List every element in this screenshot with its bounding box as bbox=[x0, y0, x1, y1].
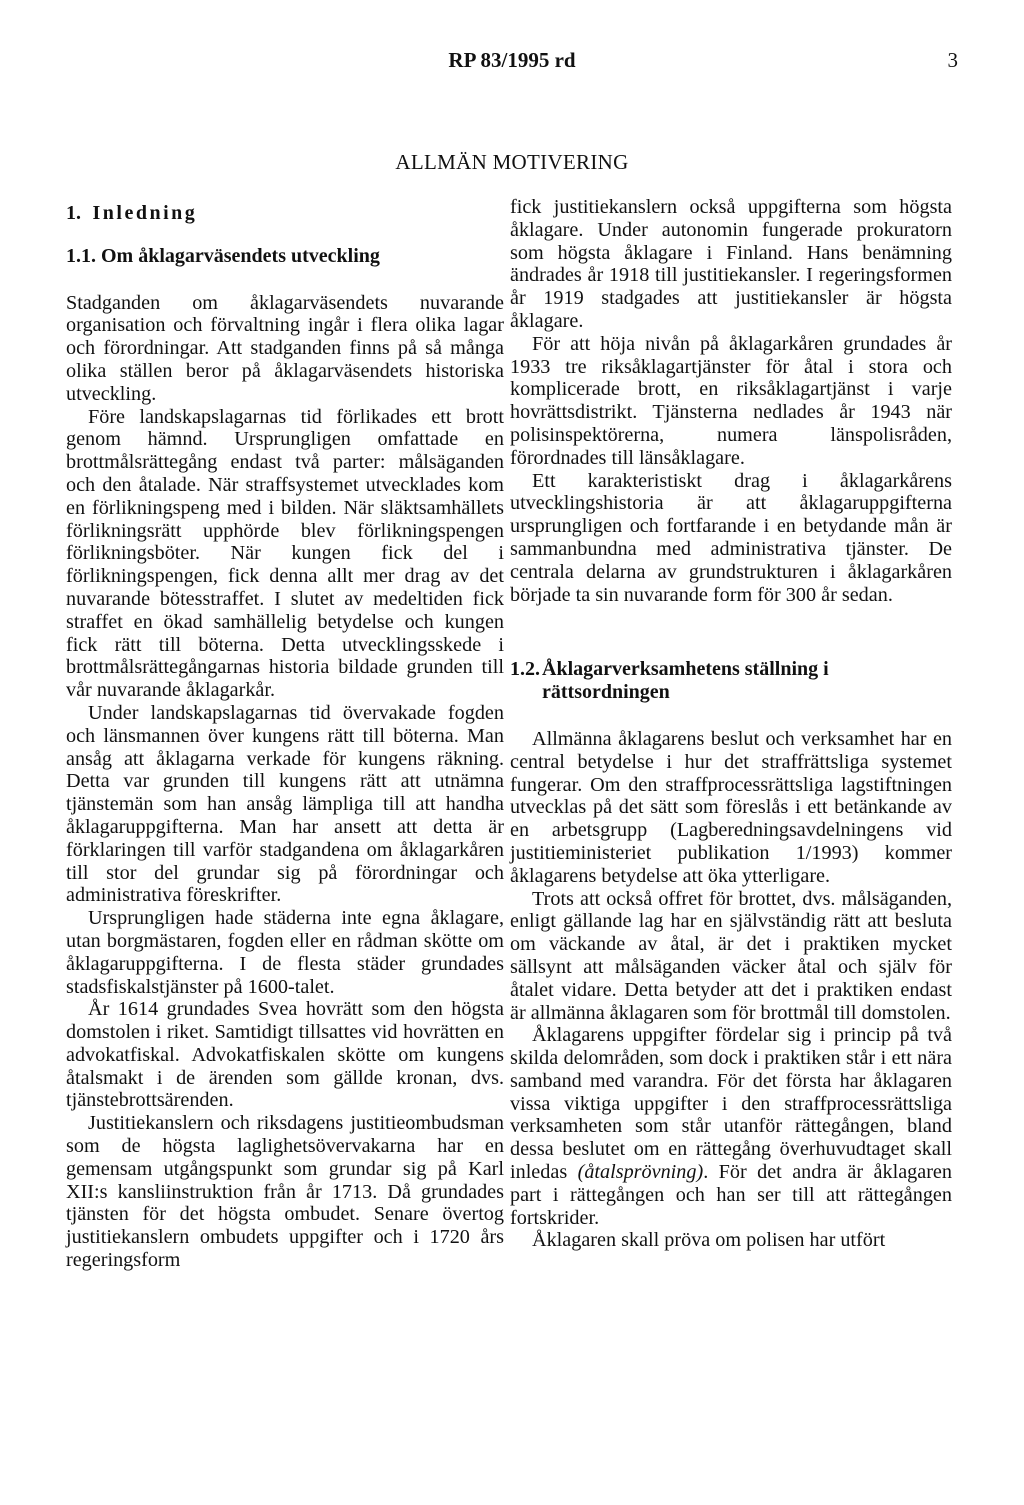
paragraph: fick justitiekanslern också uppgifterna som högsta åklagare. Under autonomin fungerade prokuratorn som högsta åklagare i Finland. Hans benämning ändrades år 1918 till justitiekansler. I regeringsformen år 1919 stadgades att justitiekansler är högsta åklagare. bbox=[510, 196, 952, 332]
paragraph-text: Åklagarens uppgifter fördelar sig i princip på två skilda delområden, som dock i praktiken står i ett nära samband med varandra. För det första har åklagaren vissa viktiga uppgifter i den straffprocessrättsliga verksamheten som står utanför rättegången, bland dessa beslutet om en rättegång överhuvudtaget skall inledas bbox=[510, 1024, 952, 1184]
subheading-number: 1.2. bbox=[510, 658, 540, 681]
subheading-text: Åklagarverksamhetens ställning i rättsordningen bbox=[542, 658, 829, 704]
paragraph-text: . För det andra är åklagaren part i rättegången och han ser till att rättegången fortskrider. bbox=[510, 1161, 952, 1229]
paragraph: Trots att också offret för brottet, dvs. målsäganden, enligt gällande lag har en självständig rätt att besluta om väckande av åtal, är det i praktiken mycket sällsynt att målsäganden väcker åtal och själv för åtalet vidare. Detta betyder att det i praktiken endast är allmänna åklagaren som för brottmål till domstolen. bbox=[510, 887, 952, 1024]
page-number: 3 bbox=[947, 48, 958, 72]
paragraph: Ursprungligen hade städerna inte egna åklagare, utan borgmästaren, fogden eller en rådman skötte om åklagaruppgifterna. I de flesta städer grundades stadsfiskalstjänster på 1600-talet. bbox=[66, 907, 504, 998]
paragraph: Under landskapslagarnas tid övervakade fogden och länsmannen över kungens rätt till böterna. Man ansåg att åklagarna verkade för kungens räkning. Detta var grunden till kungens rätt att utnämna tjänstemän som han ansåg lämpliga till att handha åklagaruppgifterna. Man har ansett att detta är förklaringen till varför stadgandena om åklagarkåren till stor del grundar sig på förordningar och administrativa föreskrifter. bbox=[66, 701, 504, 907]
heading-text: Inledning bbox=[92, 202, 198, 224]
paragraph: År 1614 grundades Svea hovrätt som den högsta domstolen i riket. Samtidigt tillsattes vid hovrätten en advokatfiskal. Advokatfiskalen skötte om kungens åtalsmakt i de ärenden som gällde kronan, dvs. tjänstebrottsärenden. bbox=[66, 998, 504, 1112]
heading-inledning bbox=[66, 202, 504, 225]
heading-number: 1. bbox=[66, 202, 81, 224]
subheading-1-1: 1.1. Om åklagarväsendets utveckling bbox=[66, 244, 380, 267]
paragraph: Före landskapslagarnas tid förlikades ett brott genom hämnd. Ursprungligen omfattade en brottmålsrättegång endast två parter: målsäganden och den åtalade. När straffsystemet utvecklades kom en förlikningspeng med i bilden. När släktsamhällets förlikningsrätt upphörde blev förlikningspengen förlikningsböter. När kungen fick del i förlikningspengen, fick denna allt mer drag av det nuvarande bötesstraffet. I slutet av medeltiden fick straffet en ökad samhällelig betydelse och kungen fick rätt till böterna. Detta utvecklingsskede i brottmålsrättegångarnas historia bildade grunden till vår nuvarande åklagarkår. bbox=[66, 405, 504, 702]
right-column bbox=[510, 196, 952, 1252]
paragraph: För att höja nivån på åklagarkåren grundades år 1933 tre riksåklagartjänster för åtal i stora och komplicerade brott, en riksåklagartjänst i varje hovrättsdistrikt. Tjänsterna nedlades år 1943 när polisinspektörerna, numera länspolisråden, förordnades till länsåklagare. bbox=[510, 332, 952, 469]
page-header bbox=[0, 48, 1024, 78]
paragraph: Stadganden om åklagarväsendets nuvarande organisation och förvaltning ingår i flera olika lagar och förordningar. Att stadganden finns på så många olika ställen beror på åklagarväsendets historiska utveckling. bbox=[66, 291, 504, 405]
subheading-1-2 bbox=[510, 658, 952, 704]
paragraph: Åklagaren skall pröva om polisen har utfört bbox=[532, 1229, 886, 1252]
left-column bbox=[66, 196, 504, 1272]
document-id: RP 83/1995 rd bbox=[448, 48, 576, 72]
section-title: ALLMÄN MOTIVERING bbox=[395, 150, 629, 174]
paragraph: Ett karakteristiskt drag i åklagarkårens utvecklingshistoria är att åklagaruppgifterna ursprungligen och fortfarande i en betydande mån är sammanbundna med administrativa tjänster. De centrala delarna av grundstrukturen i åklagarkåren började ta sin nuvarande form för 300 år sedan. bbox=[510, 469, 952, 606]
paragraph: Justitiekanslern och riksdagens justitieombudsman som de högsta laglighetsövervakarna har en gemensam utgångspunkt som grundar sig på Karl XII:s kansliinstruktion från år 1713. Då grundades tjänsten för det högsta ombudet. Senare övertog justitiekanslern ombudets uppgifter och i 1720 års regeringsform bbox=[66, 1112, 504, 1272]
italic-term: (åtalsprövning) bbox=[577, 1161, 704, 1184]
paragraph bbox=[510, 1024, 952, 1229]
paragraph: Allmänna åklagarens beslut och verksamhet har en central betydelse i hur det straffrättsliga systemet fungerar. Om den straffprocessrättsliga lagstiftningen utvecklas på det sätt som föreslås i ett betänkande av en arbetsgrupp (Lagberedningsavdelningens vid justitieministeriet publikation 1/1993) kommer åklagarens betydelse att öka ytterligare. bbox=[510, 727, 952, 887]
